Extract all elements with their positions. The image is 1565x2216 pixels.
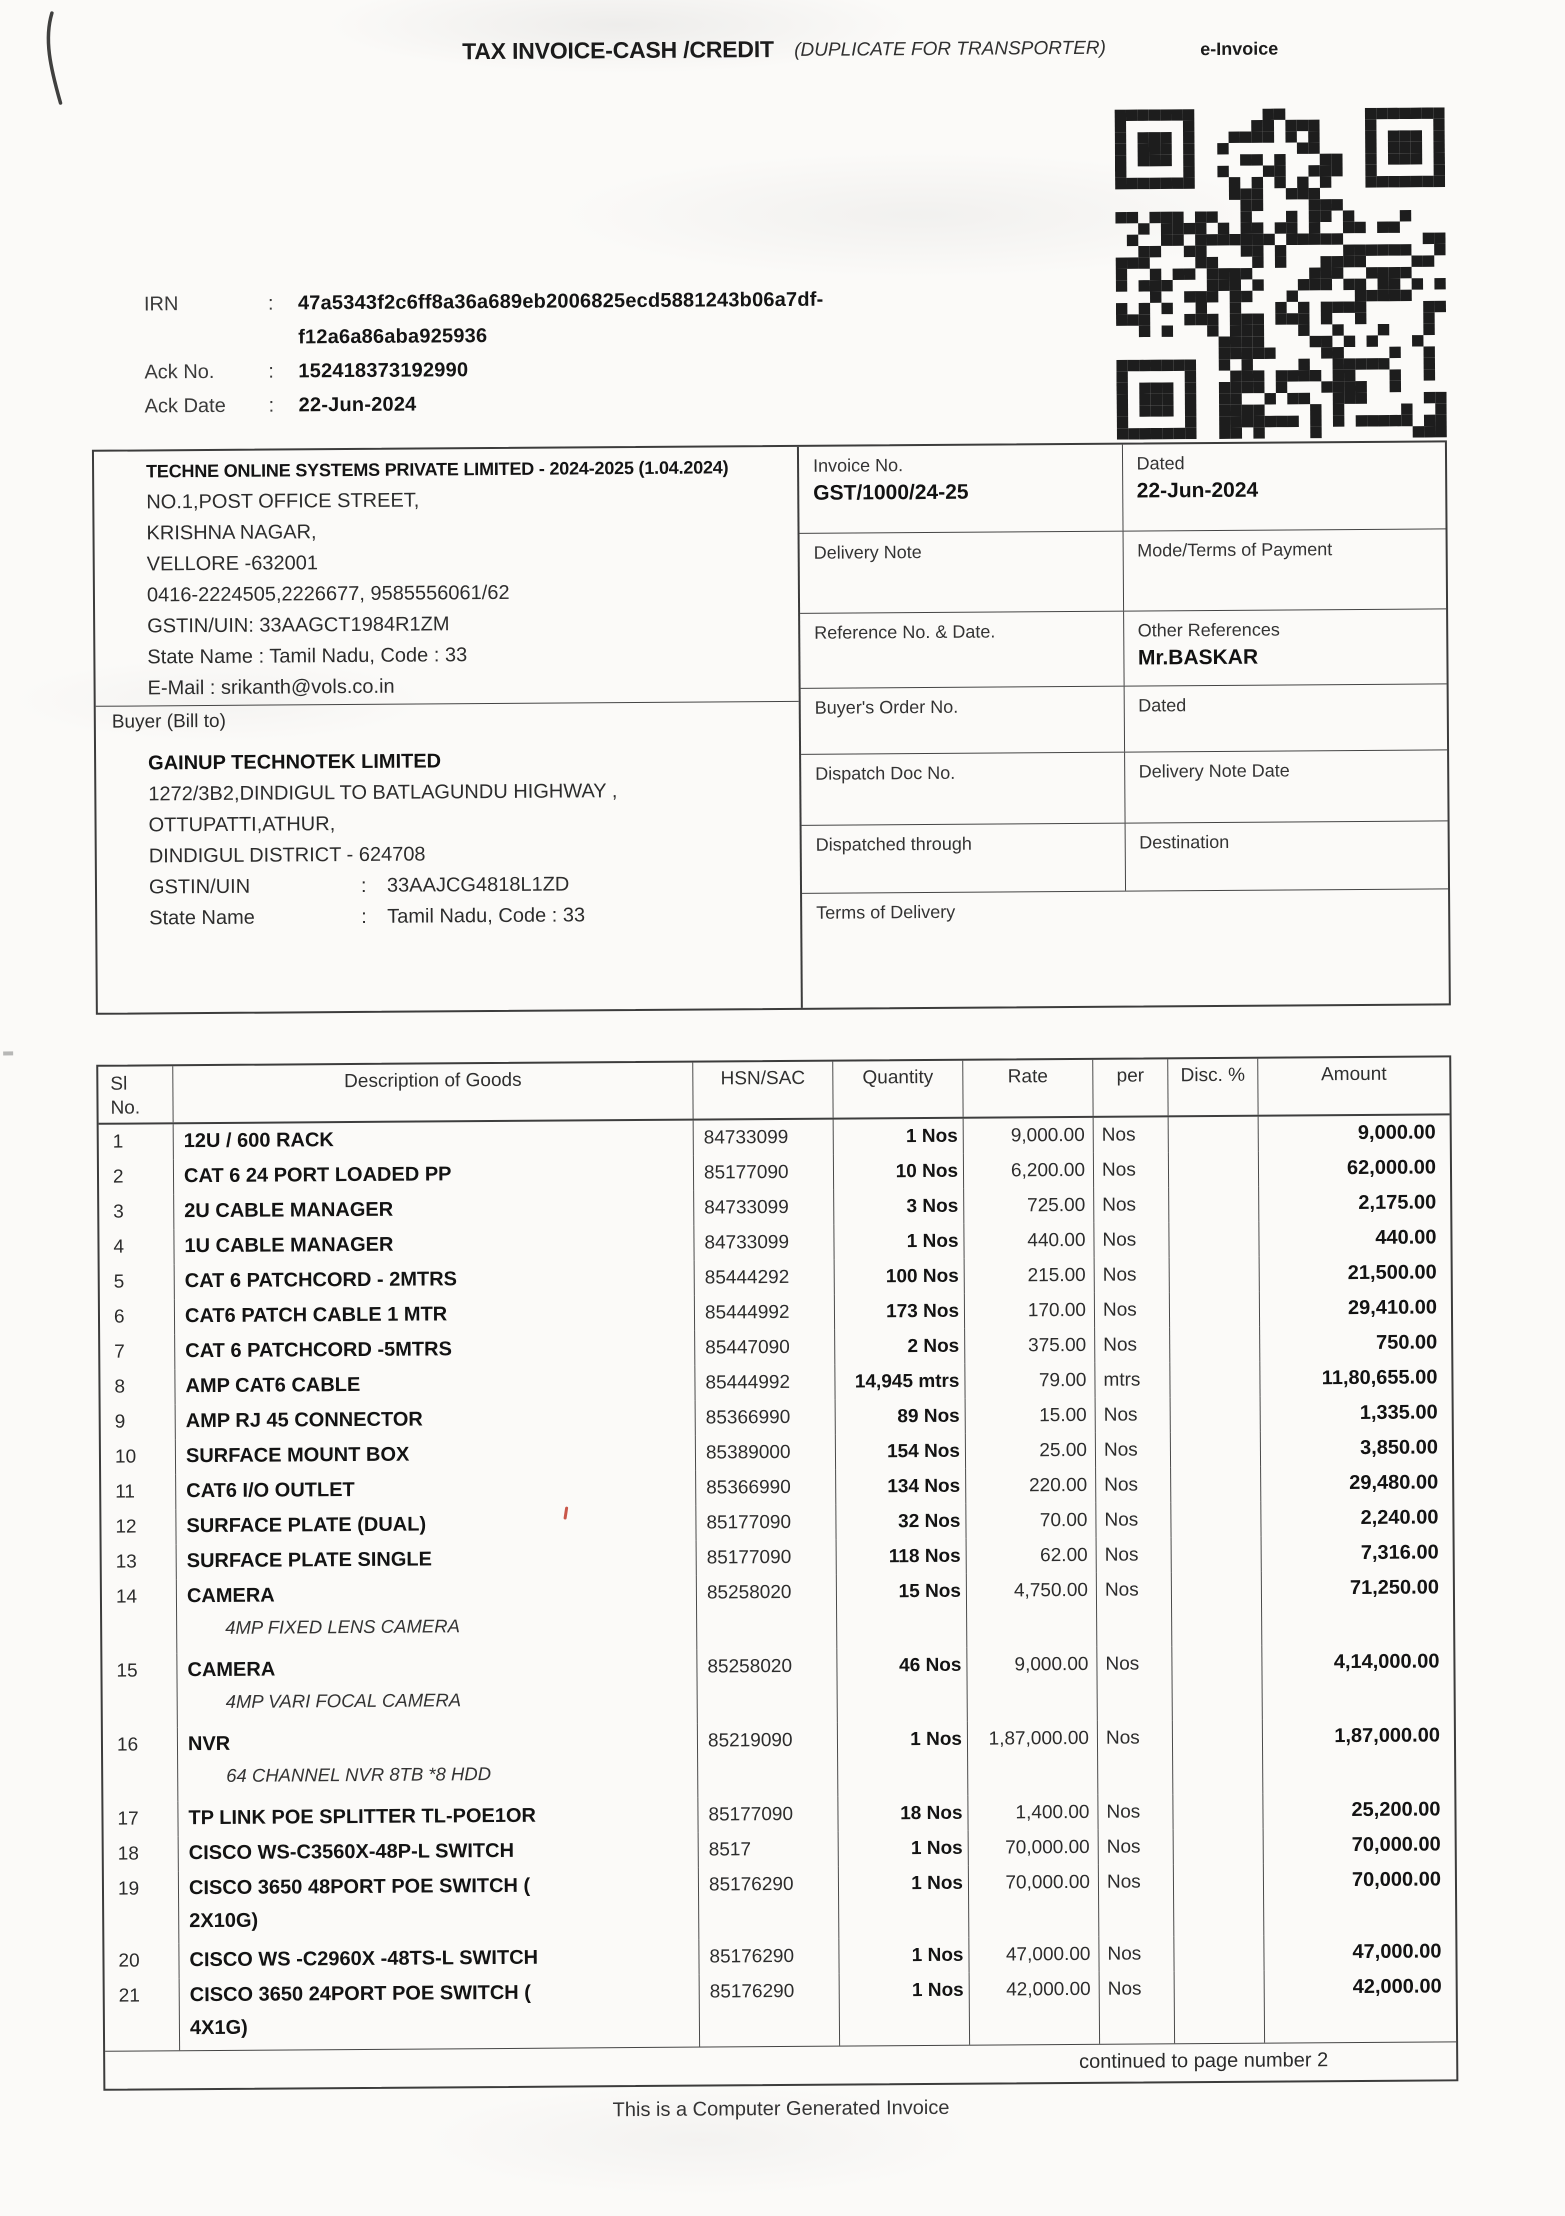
item-rate: 170.00: [965, 1293, 1095, 1329]
item-rate: 70,000.00: [969, 1865, 1099, 1938]
seller-name: TECHNE ONLINE SYSTEMS PRIVATE LIMITED - 2024-2025 (1.04.2024): [146, 457, 729, 482]
item-amount: 29,410.00: [1347, 1296, 1438, 1320]
header-sl-no: [98, 1066, 173, 1123]
item-per: Nos: [1096, 1467, 1171, 1503]
item-per: Nos: [1097, 1646, 1173, 1721]
item-description-main: 12U / 600 RACK: [183, 1129, 334, 1153]
buyer-state-value: Tamil Nadu, Code : 33: [387, 904, 586, 928]
item-amount: 62,000.00: [1346, 1156, 1437, 1180]
item-description-main: CAMERA: [186, 1584, 275, 1608]
item-per: Nos: [1099, 1864, 1175, 1937]
item-quantity: 1 Nos: [838, 1722, 969, 1797]
item-discount: [1171, 1467, 1261, 1503]
item-per: Nos: [1096, 1502, 1171, 1538]
header-amount: Amount: [1321, 1063, 1387, 1086]
item-discount: [1169, 1117, 1259, 1153]
buyer-address-line: DINDIGUL DISTRICT - 624708: [148, 843, 426, 868]
item-sl-no: 5: [100, 1264, 175, 1300]
item-discount: [1174, 1829, 1264, 1865]
item-sl-no: 1: [99, 1124, 174, 1160]
header-rate: Rate: [963, 1060, 1093, 1117]
item-description-main: SURFACE PLATE SINGLE: [186, 1548, 432, 1573]
item-quantity: 89 Nos: [836, 1399, 966, 1435]
ack-date-label: Ack Date: [144, 394, 226, 418]
spacer: [144, 321, 268, 356]
colon: :: [268, 394, 275, 417]
item-rate: 440.00: [964, 1223, 1094, 1259]
fields-row: [802, 822, 1448, 894]
item-amount: 1,87,000.00: [1334, 1724, 1441, 1748]
item-sl-no: 19: [104, 1871, 180, 1944]
irn-value-line2: f12a6a86aba925936: [298, 325, 488, 349]
item-sl-no: 11: [101, 1474, 176, 1510]
item-sl-no: 16: [103, 1727, 179, 1802]
item-description: [177, 1541, 697, 1580]
item-per: Nos: [1095, 1257, 1170, 1293]
item-discount: [1169, 1187, 1259, 1223]
ack-date-value: 22-Jun-2024: [298, 393, 417, 417]
field-value: 22-Jun-2024: [1136, 478, 1259, 503]
item-hsn: 85177090: [697, 1540, 837, 1576]
item-hsn: 85444292: [695, 1260, 835, 1296]
field-invoice-no: [799, 445, 1123, 534]
field-buyers-order-dated: [1124, 685, 1447, 752]
item-amount: 11,80,655.00: [1321, 1366, 1438, 1390]
item-sl-no: 18: [104, 1836, 179, 1872]
item-per: Nos: [1099, 1829, 1174, 1865]
item-subdescription: 4MP FIXED LENS CAMERA: [225, 1615, 460, 1638]
item-per: Nos: [1094, 1152, 1169, 1188]
item-discount: [1173, 1720, 1264, 1795]
item-quantity: 1 Nos: [834, 1224, 964, 1260]
item-description: [179, 1868, 699, 1944]
irn-value-line1: 47a5343f2c6ff8a36a689eb2006825ecd5881243b06a7df-: [297, 288, 824, 315]
colon: :: [360, 874, 367, 897]
field-value: GST/1000/24-25: [813, 480, 969, 505]
colon: :: [268, 360, 275, 383]
item-sl-no: 4: [99, 1229, 174, 1265]
item-amount: 7,316.00: [1360, 1541, 1439, 1564]
item-quantity: 134 Nos: [836, 1469, 966, 1505]
item-description-main: CAT6 PATCH CABLE 1 MTR: [184, 1303, 448, 1328]
item-per: Nos: [1098, 1794, 1173, 1830]
item-description: [175, 1366, 695, 1405]
field-label: Other References: [1137, 619, 1280, 641]
seller-email-line: E-Mail : srikanth@vols.co.in: [147, 675, 395, 700]
item-description: [176, 1401, 696, 1440]
item-description-main: 1U CABLE MANAGER: [184, 1233, 394, 1258]
item-hsn: 85258020: [697, 1575, 838, 1650]
buyer-address-line: 1272/3B2,DINDIGUL TO BATLAGUNDU HIGHWAY ,: [148, 780, 618, 806]
item-quantity: 15 Nos: [837, 1574, 968, 1649]
item-rate: 4,750.00: [967, 1573, 1098, 1648]
item-discount: [1170, 1327, 1260, 1363]
irn-label: IRN: [143, 293, 179, 316]
invoice-fields-grid: [799, 442, 1449, 1007]
item-sl-no: 13: [102, 1544, 177, 1580]
item-description-main: CISCO WS-C3560X-48P-L SWITCH: [188, 1839, 515, 1865]
item-quantity: 1 Nos: [839, 1831, 969, 1867]
item-rate: 70.00: [966, 1503, 1096, 1539]
item-amount: 3,850.00: [1359, 1436, 1439, 1459]
ack-no-value: 152418373192990: [298, 359, 469, 383]
item-discount: [1169, 1152, 1259, 1188]
item-amount: 47,000.00: [1352, 1940, 1442, 1964]
buyer-name: GAINUP TECHNOTEK LIMITED: [148, 750, 442, 775]
item-description: [177, 1576, 698, 1654]
item-discount: [1169, 1222, 1259, 1258]
item-description: [174, 1191, 694, 1230]
item-hsn: 85447090: [695, 1330, 835, 1366]
field-other-references: [1124, 609, 1447, 686]
item-description: [177, 1650, 698, 1728]
header-hsn-sac: HSN/SAC: [693, 1062, 833, 1119]
field-dispatch-doc-no: [801, 752, 1125, 825]
item-discount: [1170, 1292, 1260, 1328]
item-description-main: CAT 6 PATCHCORD - 2MTRS: [184, 1268, 458, 1293]
item-description-main: CISCO 3650 24PORT POE SWITCH ( 4X1G): [189, 1981, 531, 2040]
item-amount: 70,000.00: [1351, 1833, 1441, 1857]
item-amount: 1,335.00: [1359, 1401, 1438, 1424]
item-discount: [1171, 1502, 1261, 1538]
field-label: Buyer's Order No.: [814, 697, 959, 719]
item-amount: 25,200.00: [1351, 1798, 1441, 1822]
buyer-section-label: Buyer (Bill to): [111, 710, 226, 733]
item-per: Nos: [1098, 1720, 1174, 1795]
item-hsn: 85176290: [700, 1974, 840, 2047]
field-dispatched-through: [802, 824, 1126, 893]
item-description-main: AMP CAT6 CABLE: [185, 1373, 361, 1398]
item-hsn: 85366990: [696, 1470, 836, 1506]
item-description: [174, 1156, 694, 1195]
item-rate: 25.00: [966, 1433, 1096, 1469]
item-sl-no: 7: [100, 1334, 175, 1370]
field-dated: [1122, 442, 1445, 531]
item-description: [178, 1798, 698, 1837]
item-hsn: 8517: [699, 1832, 839, 1868]
item-description-main: CAMERA: [187, 1658, 276, 1682]
item-amount: 71,250.00: [1349, 1576, 1439, 1600]
buyer-gstin-label: GSTIN/UIN: [148, 875, 251, 899]
item-rate: 9,000.00: [964, 1118, 1094, 1154]
field-terms-of-delivery: [802, 889, 1449, 1008]
item-hsn: 85366990: [696, 1400, 836, 1436]
item-description: [175, 1261, 695, 1300]
colon: :: [267, 292, 274, 315]
seller-state-line: State Name : Tamil Nadu, Code : 33: [147, 644, 468, 669]
copy-type-label: (DUPLICATE FOR TRANSPORTER): [794, 37, 1106, 61]
item-sl-no: 3: [99, 1194, 174, 1230]
item-hsn: 85176290: [699, 1939, 839, 1975]
item-sl-no: 2: [99, 1159, 174, 1195]
item-amount: 4,14,000.00: [1333, 1650, 1440, 1674]
invoice-info-box: [92, 440, 1451, 1014]
item-hsn: 85258020: [697, 1649, 838, 1724]
item-description-main: CAT6 I/O OUTLET: [186, 1479, 355, 1503]
item-description: [176, 1471, 696, 1510]
item-quantity: 1 Nos: [834, 1119, 964, 1155]
item-subdescription: 4MP VARI FOCAL CAMERA: [225, 1689, 462, 1712]
item-row: [102, 1644, 1453, 1727]
field-label: Dated: [1136, 453, 1185, 474]
item-rate: 70,000.00: [969, 1830, 1099, 1866]
item-description: [178, 1724, 699, 1802]
item-hsn: 85444992: [695, 1365, 835, 1401]
item-per: Nos: [1097, 1537, 1172, 1573]
header-description: Description of Goods: [173, 1063, 693, 1123]
items-table: [96, 1055, 1458, 2090]
item-sl-no: 20: [104, 1943, 179, 1979]
item-rate: 79.00: [965, 1363, 1095, 1399]
item-hsn: 85177090: [698, 1797, 838, 1833]
field-value: Mr.BASKAR: [1137, 645, 1259, 670]
item-description-main: CAT 6 PATCHCORD -5MTRS: [185, 1338, 452, 1363]
field-label: Mode/Terms of Payment: [1137, 539, 1333, 561]
item-discount: [1170, 1257, 1260, 1293]
scan-mark: [36, 11, 81, 111]
item-hsn: 84733099: [694, 1225, 834, 1261]
field-label: Invoice No.: [812, 455, 904, 476]
item-description: [180, 1975, 700, 2051]
field-label: Delivery Note Date: [1138, 760, 1290, 782]
item-amount: 440.00: [1375, 1226, 1437, 1249]
ack-no-label: Ack No.: [144, 360, 215, 384]
item-discount: [1170, 1362, 1260, 1398]
item-quantity: 3 Nos: [834, 1189, 964, 1225]
item-sl-no: 15: [102, 1653, 178, 1728]
item-amount: 70,000.00: [1351, 1868, 1442, 1892]
item-description-main: SURFACE MOUNT BOX: [185, 1443, 410, 1468]
item-per: Nos: [1095, 1292, 1170, 1328]
item-description-main: 2U CABLE MANAGER: [184, 1198, 394, 1223]
seller-phone-line: 0416-2224505,2226677, 9585556061/62: [146, 581, 510, 607]
item-per: Nos: [1094, 1117, 1169, 1153]
irn-block: [144, 281, 1045, 423]
item-per: Nos: [1099, 1936, 1174, 1972]
header-quantity: Quantity: [833, 1061, 963, 1118]
item-description-main: TP LINK POE SPLITTER TL-POE1OR: [188, 1804, 537, 1830]
item-quantity: 32 Nos: [836, 1504, 966, 1540]
seller-gstin-line: GSTIN/UIN: 33AAGCT1984R1ZM: [147, 613, 450, 638]
scan-artifact: [3, 1051, 13, 1055]
item-quantity: 1 Nos: [839, 1938, 969, 1974]
item-discount: [1175, 1971, 1266, 2044]
continued-text: continued to page number 2: [1079, 2049, 1329, 2073]
item-quantity: 173 Nos: [835, 1294, 965, 1330]
item-rate: 220.00: [966, 1468, 1096, 1504]
item-sl-no: 10: [101, 1439, 176, 1475]
header-sl-line2: No.: [110, 1097, 141, 1119]
item-amount: 750.00: [1375, 1331, 1438, 1354]
field-label: Dispatch Doc No.: [815, 762, 956, 784]
field-buyers-order-no: [801, 687, 1125, 754]
item-row: [103, 1718, 1454, 1801]
item-discount: [1172, 1646, 1263, 1721]
item-quantity: 2 Nos: [835, 1329, 965, 1365]
item-quantity: 1 Nos: [839, 1866, 969, 1939]
item-quantity: 46 Nos: [837, 1648, 968, 1723]
field-label: Dispatched through: [815, 833, 972, 856]
items-header-row: [98, 1057, 1449, 1124]
buyer-gstin-row: [149, 868, 790, 903]
field-destination: [1125, 822, 1448, 891]
item-subdescription: 64 CHANNEL NVR 8TB *8 HDD: [226, 1763, 492, 1786]
item-amount: 9,000.00: [1357, 1121, 1436, 1144]
buyer-address-line: OTTUPATTI,ATHUR,: [148, 813, 336, 837]
item-discount: [1174, 1864, 1265, 1937]
item-sl-no: 6: [100, 1299, 175, 1335]
header-per: per: [1093, 1059, 1168, 1116]
buyer-state-label: State Name: [149, 906, 255, 930]
item-hsn: 84733099: [694, 1120, 834, 1156]
item-sl-no: 21: [105, 1978, 181, 2051]
item-per: Nos: [1094, 1187, 1169, 1223]
item-description: [175, 1296, 695, 1335]
item-description-main: AMP RJ 45 CONNECTOR: [185, 1408, 423, 1433]
field-delivery-note: [800, 532, 1124, 613]
field-label: Destination: [1139, 832, 1230, 853]
field-mode-terms-of-payment: [1123, 530, 1446, 611]
spacer: [268, 320, 298, 354]
colon: :: [361, 905, 367, 928]
item-rate: 47,000.00: [969, 1937, 1099, 1973]
item-sl-no: 8: [100, 1369, 175, 1405]
item-description: [179, 1833, 699, 1872]
item-sl-no: 14: [102, 1579, 178, 1654]
invoice-title: TAX INVOICE-CASH /CREDIT: [462, 36, 774, 65]
field-delivery-note-date: [1125, 750, 1448, 823]
item-description-main: CISCO WS -C2960X -48TS-L SWITCH: [189, 1946, 539, 1972]
item-description: [175, 1331, 695, 1370]
item-per: Nos: [1096, 1432, 1171, 1468]
item-hsn: 85389000: [696, 1435, 836, 1471]
item-description: [174, 1121, 694, 1160]
item-description: [176, 1436, 696, 1475]
item-sl-no: 12: [101, 1509, 176, 1545]
item-rate: 6,200.00: [964, 1153, 1094, 1189]
item-description-main: SURFACE PLATE (DUAL): [186, 1513, 427, 1538]
seller-address-line: NO.1,POST OFFICE STREET,: [146, 489, 420, 514]
item-quantity: 10 Nos: [834, 1154, 964, 1190]
item-sl-no: 9: [101, 1404, 176, 1440]
items-body: [99, 1115, 1456, 2050]
item-description: [179, 1940, 699, 1979]
item-rate: 375.00: [965, 1328, 1095, 1364]
fields-row: [801, 750, 1447, 826]
item-amount: 2,175.00: [1358, 1191, 1437, 1214]
field-label: Delivery Note: [813, 542, 922, 564]
header-sl-line1: Sl: [110, 1073, 128, 1095]
buyer-state-row: [149, 899, 790, 934]
field-reference-no-date: [800, 611, 1124, 688]
seller-address-line: KRISHNA NAGAR,: [146, 521, 317, 545]
item-rate: 42,000.00: [970, 1972, 1100, 2045]
item-quantity: 1 Nos: [840, 1973, 970, 2046]
seller-details: [94, 447, 799, 707]
generated-note: This is a Computer Generated Invoice: [612, 2096, 950, 2122]
item-per: Nos: [1094, 1222, 1169, 1258]
header-discount: Disc. %: [1168, 1059, 1258, 1116]
item-discount: [1171, 1397, 1261, 1433]
item-amount: 2,240.00: [1360, 1506, 1439, 1529]
parties-pane: [94, 447, 803, 1013]
item-hsn: 85444992: [695, 1295, 835, 1331]
item-hsn: 84733099: [694, 1190, 834, 1226]
item-hsn: 85177090: [696, 1505, 836, 1541]
item-per: Nos: [1095, 1327, 1170, 1363]
item-quantity: 154 Nos: [836, 1434, 966, 1470]
qr-code-icon: [1115, 107, 1447, 439]
item-row: [102, 1570, 1453, 1653]
item-description-main: CAT 6 24 PORT LOADED PP: [183, 1163, 452, 1188]
item-quantity: 100 Nos: [835, 1259, 965, 1295]
item-per: Nos: [1100, 1971, 1176, 2044]
item-description-main: NVR: [187, 1732, 231, 1756]
item-quantity: 14,945 mtrs: [835, 1364, 965, 1400]
item-hsn: 85176290: [699, 1867, 839, 1940]
ack-date-row: [145, 383, 1045, 423]
item-discount: [1172, 1572, 1263, 1647]
fields-row: [802, 889, 1449, 1008]
item-discount: [1174, 1936, 1264, 1972]
item-per: Nos: [1096, 1397, 1171, 1433]
item-description: [176, 1506, 696, 1545]
item-description-main: CISCO 3650 48PORT POE SWITCH ( 2X10G): [188, 1874, 531, 1933]
field-label: Terms of Delivery: [816, 901, 956, 923]
buyer-details: [96, 736, 801, 1013]
item-quantity: 118 Nos: [837, 1539, 967, 1575]
seller-address-line: VELLORE -632001: [146, 552, 319, 576]
item-rate: 215.00: [965, 1258, 1095, 1294]
item-rate: 15.00: [966, 1398, 1096, 1434]
item-amount: 42,000.00: [1352, 1975, 1442, 1999]
item-rate: 9,000.00: [967, 1647, 1098, 1722]
item-rate: 1,400.00: [968, 1795, 1098, 1831]
item-per: mtrs: [1095, 1362, 1170, 1398]
fields-row: [801, 685, 1447, 755]
item-rate: 62.00: [967, 1538, 1097, 1574]
field-label: Reference No. & Date.: [814, 621, 996, 643]
item-row: [104, 1862, 1455, 1943]
fields-row: [799, 442, 1446, 534]
item-hsn: 85219090: [698, 1723, 839, 1798]
item-discount: [1173, 1794, 1263, 1830]
item-rate: 1,87,000.00: [968, 1721, 1099, 1796]
item-discount: [1172, 1537, 1262, 1573]
item-sl-no: 17: [103, 1801, 178, 1837]
item-per: Nos: [1097, 1572, 1173, 1647]
fields-row: [800, 609, 1447, 689]
item-hsn: 85177090: [694, 1155, 834, 1191]
item-rate: 725.00: [964, 1188, 1094, 1224]
item-quantity: 18 Nos: [838, 1796, 968, 1832]
buyer-gstin-value: 33AAJCG4818L1ZD: [386, 873, 570, 897]
item-discount: [1171, 1432, 1261, 1468]
item-amount: 21,500.00: [1347, 1261, 1437, 1285]
fields-row: [800, 530, 1447, 614]
field-label: Dated: [1138, 695, 1187, 716]
item-row: [105, 1969, 1456, 2050]
item-description: [174, 1226, 694, 1265]
item-amount: 29,480.00: [1349, 1471, 1439, 1495]
einvoice-label: e-Invoice: [1200, 38, 1279, 60]
